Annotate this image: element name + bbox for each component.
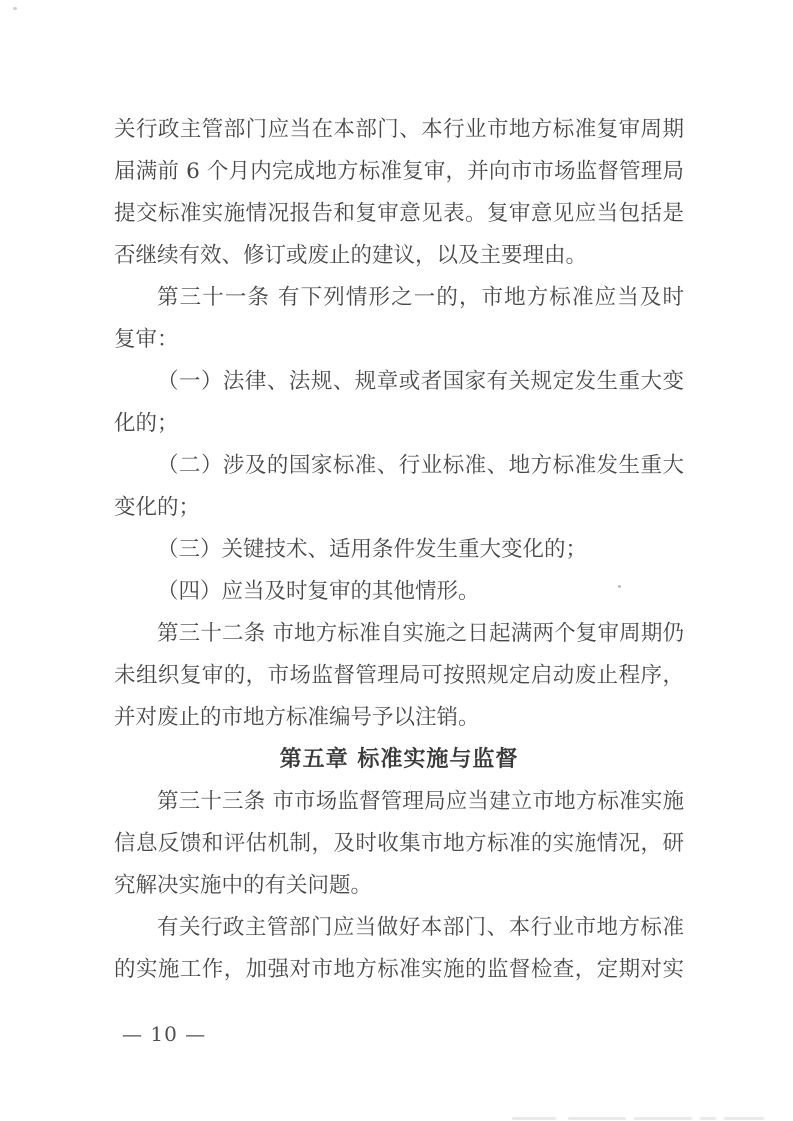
text-line-14: 未组织复审的，市场监督管理局可按照规定启动废止程序， [114, 663, 684, 688]
scan-artifact-smudge [700, 1117, 716, 1120]
item-3-line: （三）关键技术、适用条件发生重大变化的； [157, 537, 588, 562]
item-4-line: （四）应当及时复审的其他情形。 [157, 579, 480, 604]
scan-artifact-dot [13, 7, 17, 10]
text-line-10: 变化的； [114, 495, 201, 520]
article-31-line: 第三十一条 有下列情形之一的，市地方标准应当及时 [157, 285, 684, 310]
scan-artifact-smudge [512, 1117, 556, 1120]
text-line-19: 究解决实施中的有关问题。 [114, 873, 373, 898]
item-1-line: （一）法律、法规、规章或者国家有关规定发生重大变 [157, 369, 684, 394]
article-33-line: 第三十三条 市市场监督管理局应当建立市地方标准实施 [157, 789, 684, 814]
item-2-line: （二）涉及的国家标准、行业标准、地方标准发生重大 [157, 453, 684, 478]
text-line-6: 复审： [114, 327, 179, 352]
scan-artifact-smudge [568, 1117, 626, 1120]
text-line-15: 并对废止的市地方标准编号予以注销。 [114, 705, 480, 730]
document-body [114, 109, 684, 991]
page-number: — 10 — [122, 1022, 207, 1046]
text-line-18: 信息反馈和评估机制，及时收集市地方标准的实施情况，研 [114, 831, 684, 856]
text-line-4: 否继续有效、修订或废止的建议，以及主要理由。 [114, 243, 588, 268]
article-32-line: 第三十二条 市地方标准自实施之日起满两个复审周期仍 [157, 621, 684, 646]
text-line-21: 的实施工作，加强对市地方标准实施的监督检查，定期对实 [114, 957, 684, 982]
text-line-1: 关行政主管部门应当在本部门、本行业市地方标准复审周期 [114, 117, 684, 142]
chapter-5-heading: 第五章 标准实施与监督 [279, 747, 519, 772]
text-line-3: 提交标准实施情况报告和复审意见表。复审意见应当包括是 [114, 201, 684, 226]
scan-artifact-smudge [724, 1117, 764, 1120]
text-line-20: 有关行政主管部门应当做好本部门、本行业市地方标准 [157, 915, 684, 940]
text-line-8: 化的； [114, 411, 179, 436]
text-line-2: 届满前 6 个月内完成地方标准复审，并向市市场监督管理局 [114, 159, 684, 184]
scan-artifact-smudge [634, 1117, 692, 1120]
